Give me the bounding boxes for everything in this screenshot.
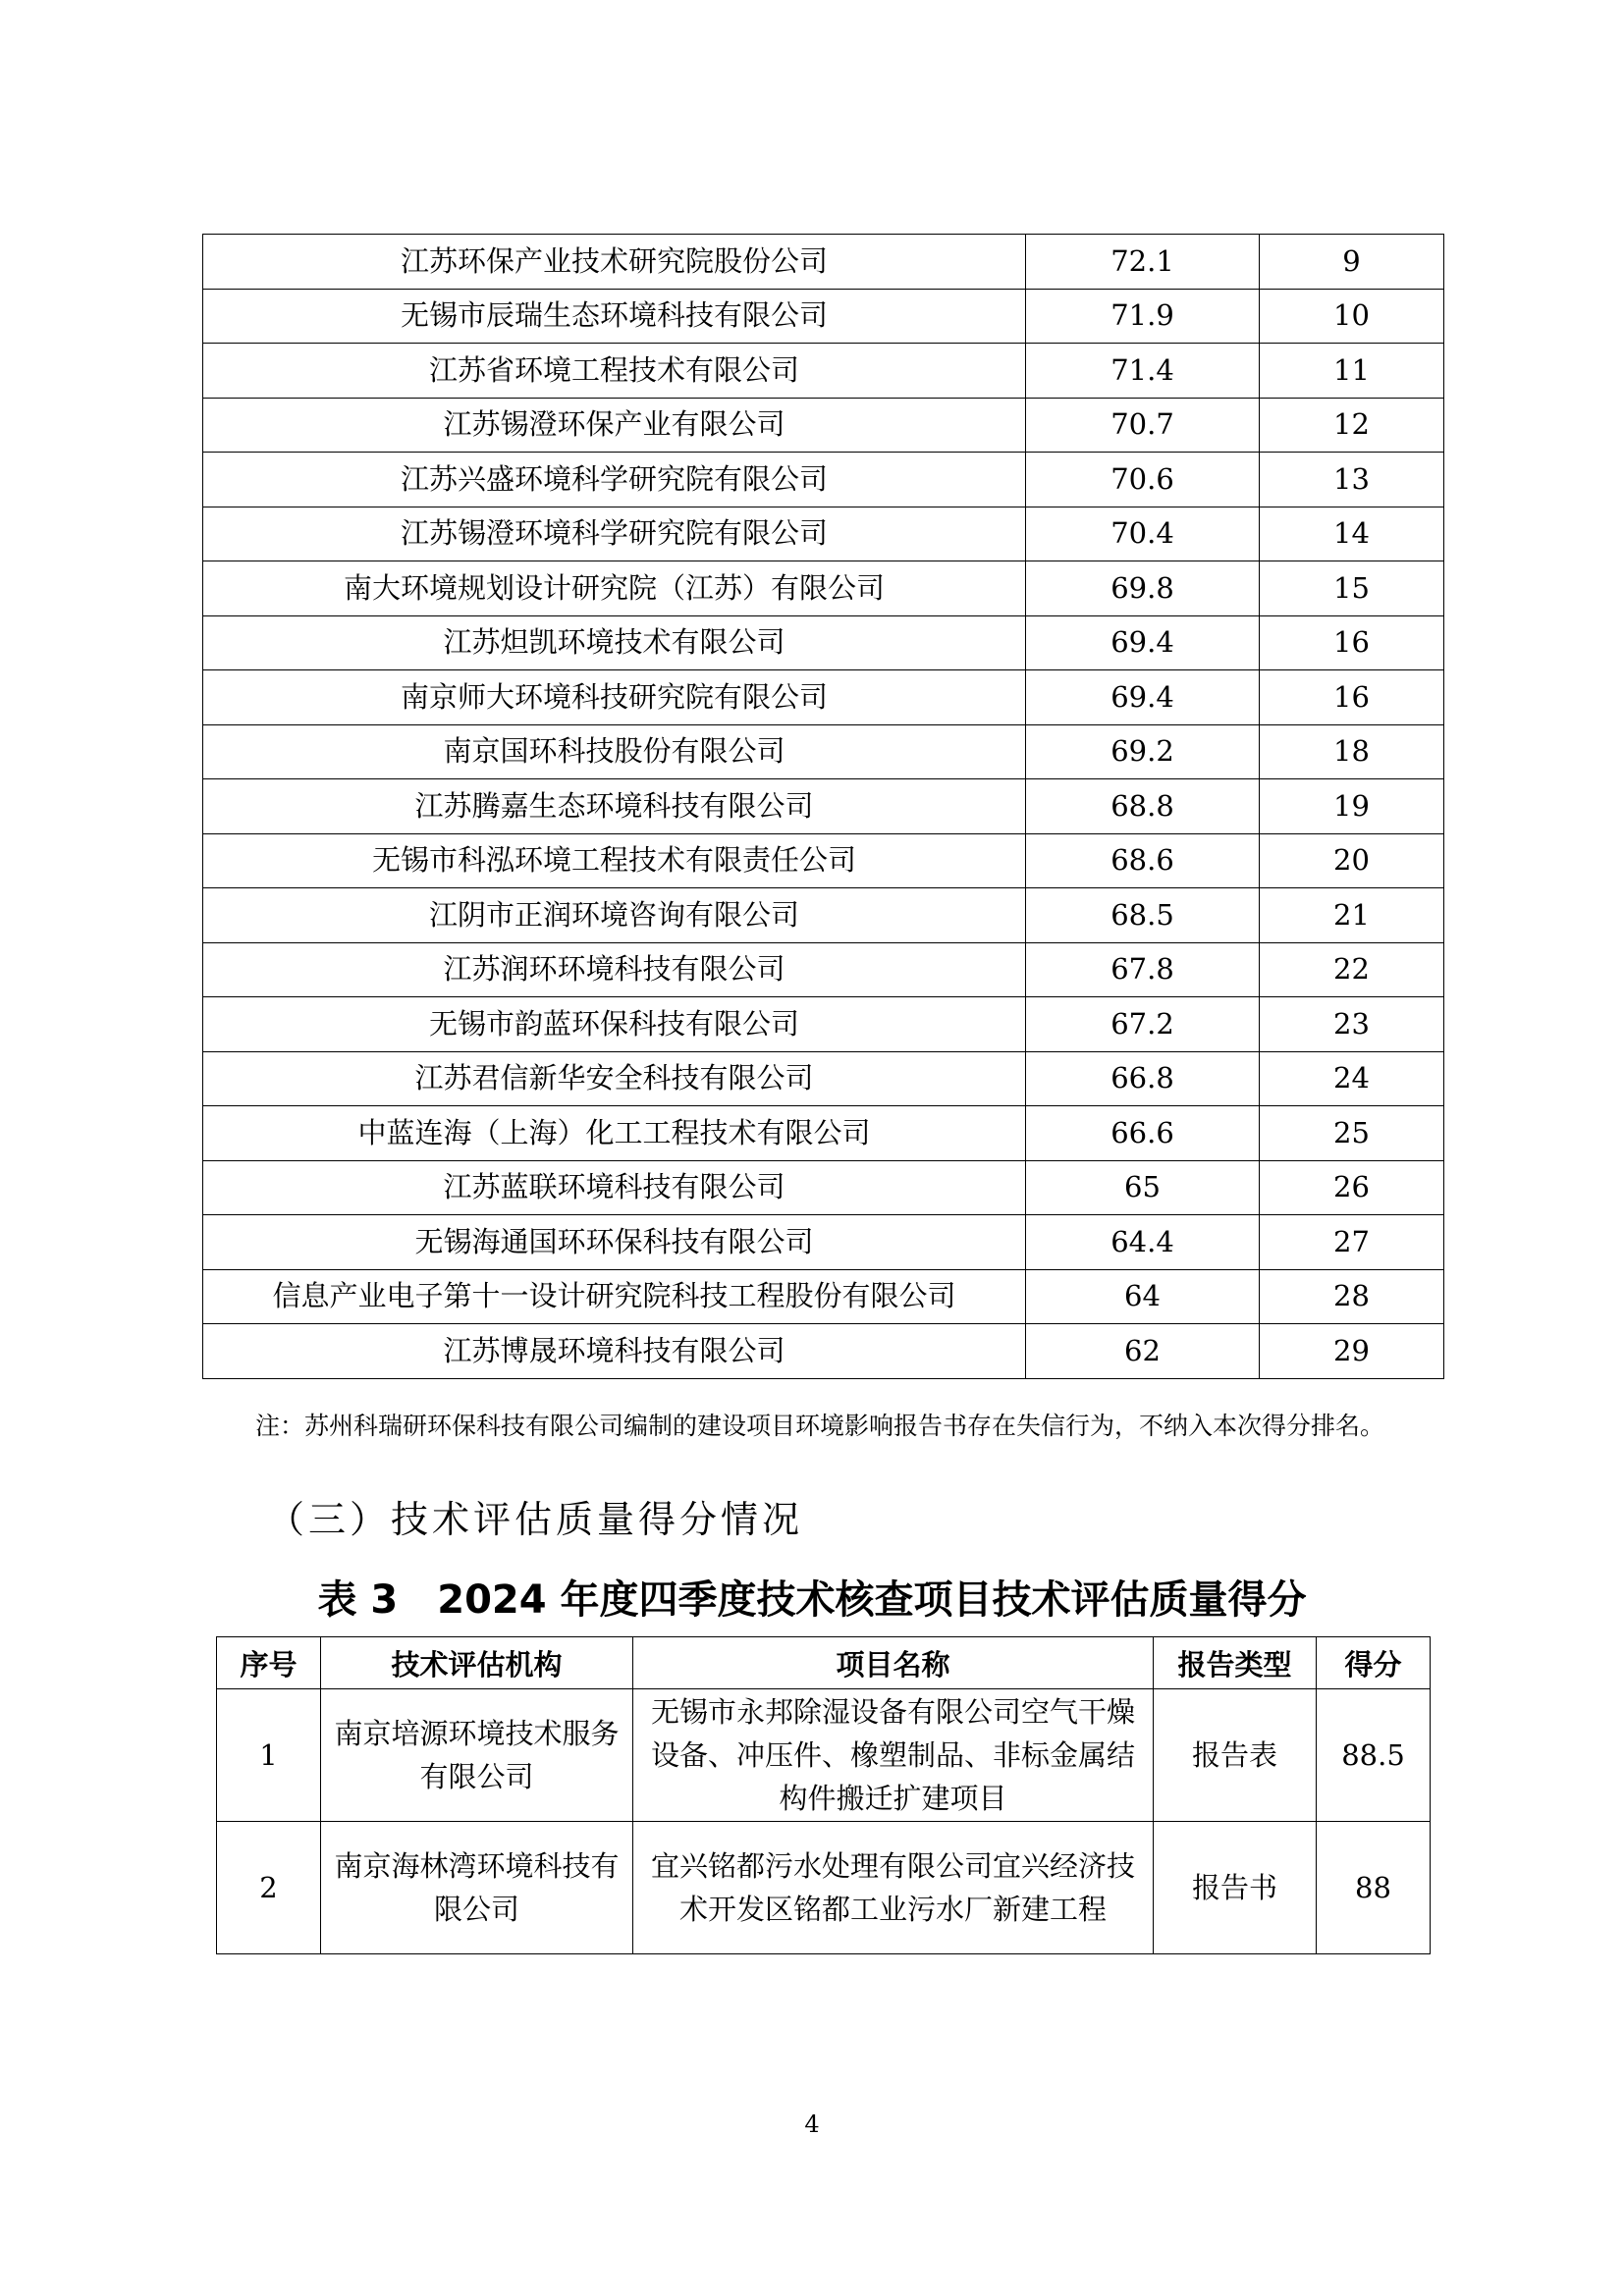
header-score: 得分 [1317,1637,1431,1689]
table-row [203,1160,1444,1215]
company-name-cell: 南京师大环境科技研究院有限公司 [203,670,1026,725]
score-cell: 69.2 [1026,724,1260,779]
score-cell: 70.7 [1026,398,1260,453]
rank-cell: 28 [1260,1269,1444,1324]
header-project: 项目名称 [633,1637,1154,1689]
table-row [203,779,1444,834]
score-cell: 66.6 [1026,1106,1260,1161]
company-name-cell: 无锡海通国环环保科技有限公司 [203,1215,1026,1270]
row-project: 无锡市永邦除湿设备有限公司空气干燥设备、冲压件、橡塑制品、非标金属结构件搬迁扩建项目 [633,1689,1154,1822]
header-report-type: 报告类型 [1154,1637,1317,1689]
header-agency: 技术评估机构 [321,1637,633,1689]
company-name-cell: 信息产业电子第十一设计研究院科技工程股份有限公司 [203,1269,1026,1324]
score-cell: 66.8 [1026,1051,1260,1106]
score-cell: 65 [1026,1160,1260,1215]
company-name-cell: 江苏锡澄环境科学研究院有限公司 [203,507,1026,561]
company-name-cell: 无锡市辰瑞生态环境科技有限公司 [203,289,1026,344]
company-name-cell: 无锡市科泓环境工程技术有限责任公司 [203,833,1026,888]
table-row [203,1324,1444,1379]
company-name-cell: 南京国环科技股份有限公司 [203,724,1026,779]
score-cell: 64 [1026,1269,1260,1324]
table-row [203,942,1444,997]
row-project: 宜兴铭都污水处理有限公司宜兴经济技术开发区铭都工业污水厂新建工程 [633,1822,1154,1954]
header-no: 序号 [217,1637,321,1689]
quality-score-table [216,1636,1431,1954]
rank-cell: 14 [1260,507,1444,561]
rank-cell: 23 [1260,997,1444,1052]
rank-cell: 11 [1260,344,1444,399]
row-agency: 南京培源环境技术服务有限公司 [321,1689,633,1822]
table-row [203,398,1444,453]
table-row [203,833,1444,888]
rank-cell: 24 [1260,1051,1444,1106]
row-no: 2 [217,1822,321,1954]
row-score: 88.5 [1317,1689,1431,1822]
rank-cell: 19 [1260,779,1444,834]
company-name-cell: 江阴市正润环境咨询有限公司 [203,888,1026,943]
page-number: 4 [804,2110,820,2138]
company-name-cell: 中蓝连海（上海）化工工程技术有限公司 [203,1106,1026,1161]
table-row [203,724,1444,779]
score-cell: 67.8 [1026,942,1260,997]
company-name-cell: 江苏腾嘉生态环境科技有限公司 [203,779,1026,834]
rank-cell: 25 [1260,1106,1444,1161]
company-name-cell: 江苏君信新华安全科技有限公司 [203,1051,1026,1106]
score-cell: 67.2 [1026,997,1260,1052]
rank-cell: 13 [1260,453,1444,507]
rank-cell: 16 [1260,670,1444,725]
table-row [203,1106,1444,1161]
company-name-cell: 无锡市韵蓝环保科技有限公司 [203,997,1026,1052]
score-cell: 62 [1026,1324,1260,1379]
table3-title: 表 3 2024 年度四季度技术核查项目技术评估质量得分 [317,1577,1307,1623]
table-row [203,1051,1444,1106]
rank-cell: 10 [1260,289,1444,344]
score-cell: 64.4 [1026,1215,1260,1270]
score-cell: 71.4 [1026,344,1260,399]
ranking-table [202,234,1444,1379]
table-row [203,1269,1444,1324]
table-row [203,888,1444,943]
score-cell: 68.5 [1026,888,1260,943]
section-heading: （三）技术评估质量得分情况 [267,1498,804,1541]
score-cell: 68.8 [1026,779,1260,834]
table-row [217,1689,1431,1822]
table-row [217,1822,1431,1954]
rank-cell: 27 [1260,1215,1444,1270]
score-cell: 70.6 [1026,453,1260,507]
company-name-cell: 江苏博晟环境科技有限公司 [203,1324,1026,1379]
rank-cell: 22 [1260,942,1444,997]
row-report-type: 报告书 [1154,1822,1317,1954]
ranking-table-body [203,235,1444,1379]
table-row [203,507,1444,561]
rank-cell: 21 [1260,888,1444,943]
score-cell: 70.4 [1026,507,1260,561]
table-row [203,235,1444,290]
table-row [203,670,1444,725]
rank-cell: 29 [1260,1324,1444,1379]
company-name-cell: 江苏蓝联环境科技有限公司 [203,1160,1026,1215]
score-cell: 69.4 [1026,615,1260,670]
score-cell: 68.6 [1026,833,1260,888]
company-name-cell: 江苏环保产业技术研究院股份公司 [203,235,1026,290]
table-row [203,289,1444,344]
row-score: 88 [1317,1822,1431,1954]
rank-cell: 15 [1260,561,1444,616]
company-name-cell: 南大环境规划设计研究院（江苏）有限公司 [203,561,1026,616]
row-report-type: 报告表 [1154,1689,1317,1822]
table3-header-row [217,1637,1431,1689]
company-name-cell: 江苏炟凯环境技术有限公司 [203,615,1026,670]
score-cell: 69.4 [1026,670,1260,725]
row-no: 1 [217,1689,321,1822]
company-name-cell: 江苏锡澄环保产业有限公司 [203,398,1026,453]
score-cell: 72.1 [1026,235,1260,290]
rank-cell: 26 [1260,1160,1444,1215]
rank-cell: 20 [1260,833,1444,888]
table-row [203,1215,1444,1270]
table-row [203,561,1444,616]
score-cell: 69.8 [1026,561,1260,616]
rank-cell: 12 [1260,398,1444,453]
table-note: 注：苏州科瑞研环保科技有限公司编制的建设项目环境影响报告书存在失信行为，不纳入本次得分排名。 [255,1412,1385,1440]
rank-cell: 18 [1260,724,1444,779]
company-name-cell: 江苏润环环境科技有限公司 [203,942,1026,997]
company-name-cell: 江苏兴盛环境科学研究院有限公司 [203,453,1026,507]
table-row [203,453,1444,507]
rank-cell: 9 [1260,235,1444,290]
score-cell: 71.9 [1026,289,1260,344]
table-row [203,615,1444,670]
table-row [203,344,1444,399]
table-row [203,997,1444,1052]
row-agency: 南京海林湾环境科技有限公司 [321,1822,633,1954]
rank-cell: 16 [1260,615,1444,670]
company-name-cell: 江苏省环境工程技术有限公司 [203,344,1026,399]
